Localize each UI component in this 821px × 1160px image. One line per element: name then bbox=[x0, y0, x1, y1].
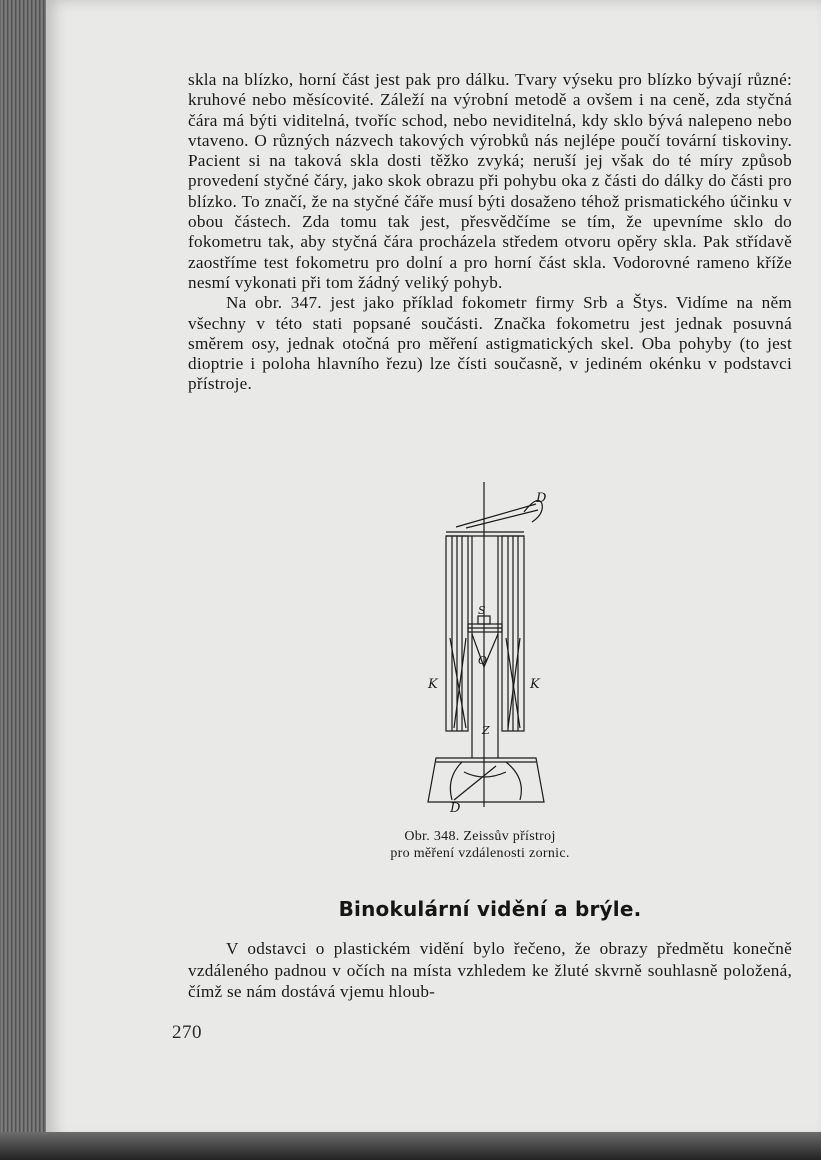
label-z: Z bbox=[482, 724, 490, 737]
book-page-edges bbox=[0, 0, 46, 1160]
zeiss-pupil-distance-instrument-figure bbox=[426, 482, 576, 812]
paragraph-2: Na obr. 347. jest jako příklad fokometr firmy Srb a Štys. Vidíme na něm všechny v této stati popsané součásti. Značka fokometru jest jednak posuvná směrem osy, jednak otočná pro měření astigmatických skel. Oba pohyby (to jest dioptrie i poloha hlavního řezu) lze čísti současně, v jediném okénku v podstavci přístroje. bbox=[188, 293, 792, 394]
section-paragraph: V odstavci o plastickém vidění bylo řečeno, že obrazy předmětu konečně vzdáleného padnou v očích na místa vzhledem ke žluté skvrně souhlasně položená, čímž se nám dostává vjemu hloub- bbox=[188, 939, 792, 1001]
label-d-bottom: D bbox=[450, 801, 461, 812]
label-o: O bbox=[478, 654, 488, 667]
caption-line-2: pro měření vzdálenosti zornic. bbox=[390, 846, 570, 861]
caption-line-1: Obr. 348. Zeissův přístroj bbox=[404, 829, 556, 844]
label-d-top: D bbox=[536, 491, 547, 506]
figure-caption bbox=[340, 828, 620, 862]
section-body-text bbox=[188, 938, 792, 1003]
instrument-base bbox=[428, 758, 544, 802]
label-k-right: K bbox=[530, 677, 540, 692]
label-s: S bbox=[478, 604, 486, 617]
body-text bbox=[188, 70, 792, 395]
section-heading: Binokulární vidění a brýle. bbox=[338, 897, 642, 921]
page-number: 270 bbox=[172, 1022, 202, 1043]
paragraph-1: skla na blízko, horní část jest pak pro dálku. Tvary výseku pro blízko bývají různé: kruhové nebo měsícovité. Záleží na výrobní metodě a ovšem i na ceně, zda styčná čára má býti viditelná, tvoříc schod, nebo neviditelná, kdy sklo bývá nalepeno nebo vtaveno. O různých názvech takových výrobků nás nejlépe poučí tovární tiskoviny. Pacient si na taková skla dosti těžko zvyká; neruší jej však do té míry způsob provedení styčné čáry, jako skok obrazu při pohybu oka z části do dálky do části pro blízko. To značí, že na styčné čáře musí býti dosaženo téhož prismatického účinku v obou částech. Zda tomu tak jest, přesvědčíme se tím, že upevníme sklo do fokometru tak, aby styčná čára procházela středem otvoru opěry skla. Pak střídavě zaostříme test fokometru pro dolní a pro horní část skla. Vodorovné rameno kříže nesmí vykonati při tom žádný veliký pohyb. bbox=[188, 70, 792, 292]
label-k-left: K bbox=[428, 677, 438, 692]
book-bottom-edge bbox=[0, 1132, 821, 1160]
